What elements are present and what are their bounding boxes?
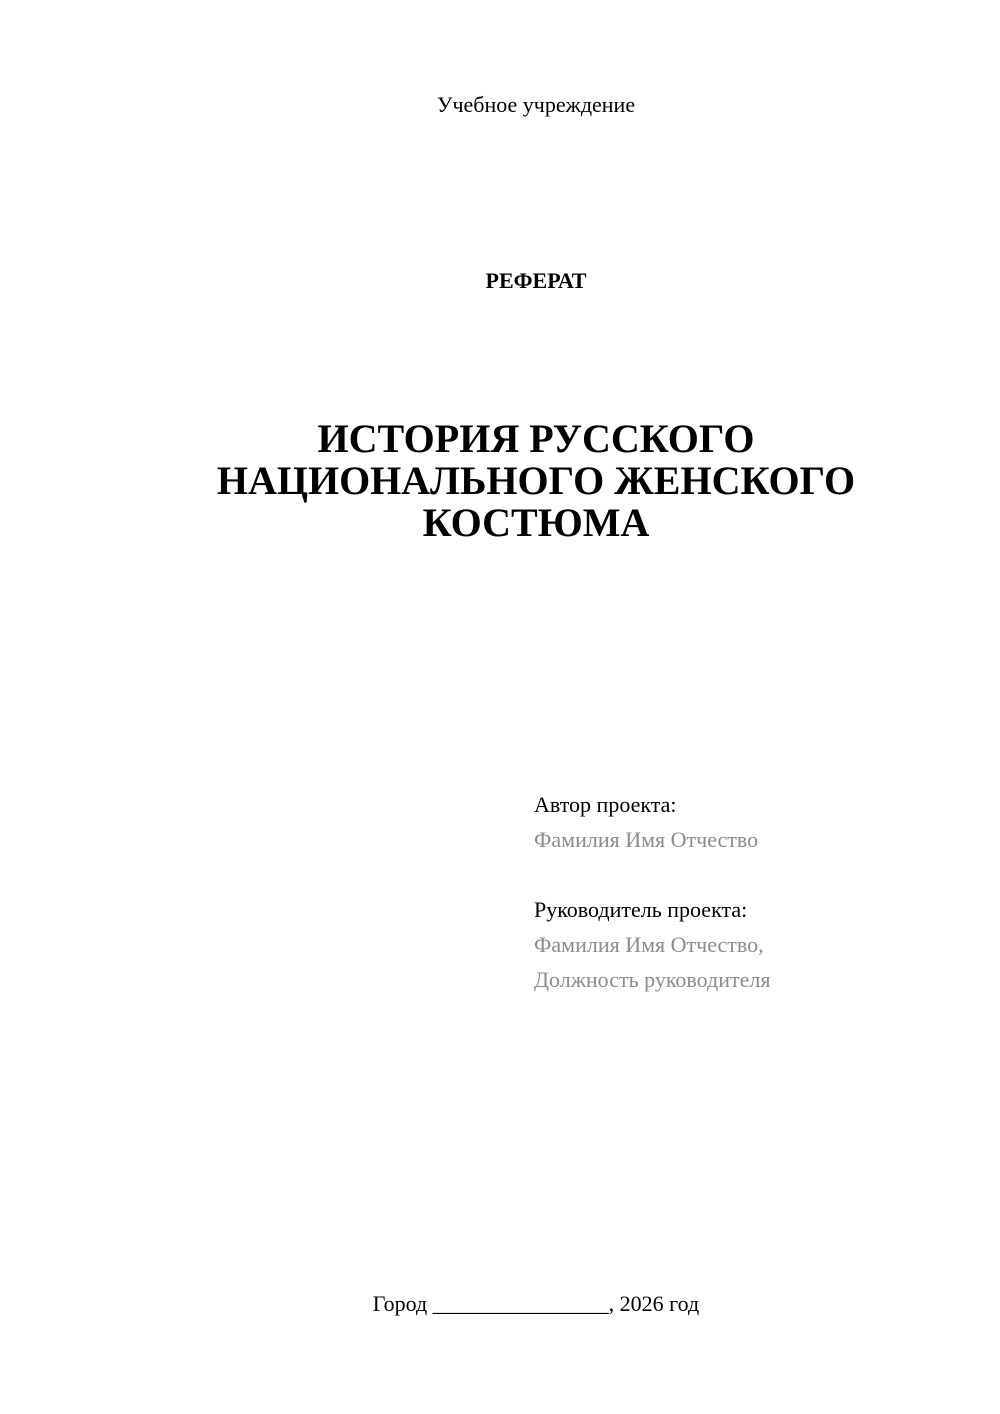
spacer: [534, 857, 954, 892]
title-line: ИСТОРИЯ РУССКОГО: [317, 416, 755, 461]
supervisor-name: Фамилия Имя Отчество,: [534, 932, 764, 957]
document-type: РЕФЕРАТ: [485, 268, 587, 293]
title-line: НАЦИОНАЛЬНОГО ЖЕНСКОГО: [216, 458, 856, 503]
title-line: КОСТЮМА: [422, 500, 650, 545]
supervisor-position: Должность руководителя: [534, 967, 771, 992]
author-label: Автор проекта:: [534, 792, 677, 817]
author-name: Фамилия Имя Отчество: [534, 827, 759, 852]
institution-name: Учебное учреждение: [436, 92, 636, 117]
document-title: [200, 418, 872, 544]
city-year-line: Город ________________, 2026 год: [372, 1291, 700, 1316]
project-info-block: [534, 787, 954, 997]
supervisor-label: Руководитель проекта:: [534, 897, 748, 922]
